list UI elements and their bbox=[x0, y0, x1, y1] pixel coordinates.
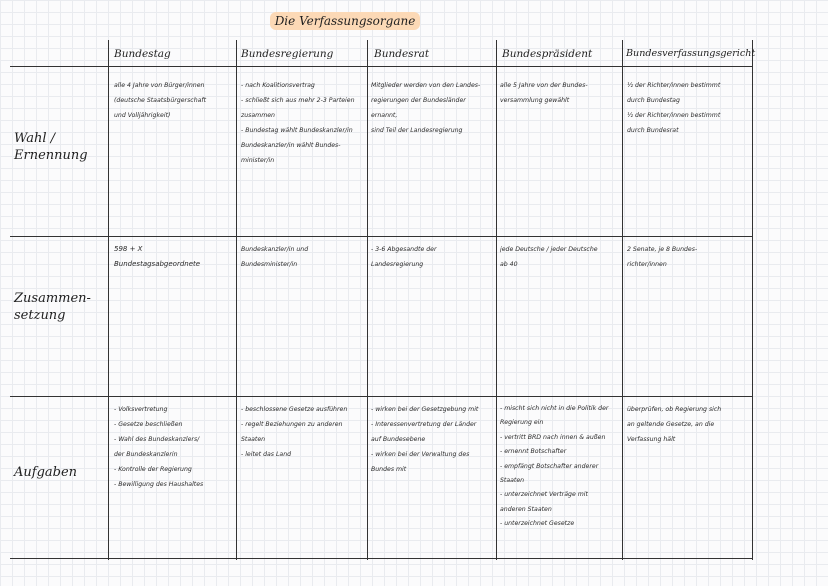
table-cell: überprüfen, ob Regierung sich an geltende Gesetze, an die Verfassung hält bbox=[627, 406, 722, 443]
table-cell: alle 4 Jahre von Bürger/innen (deutsche Staatsbürgerschaft und Volljährigkeit) bbox=[114, 82, 207, 119]
table-cell: Bundeskanzler/in und Bundesminister/in bbox=[241, 246, 309, 268]
grid-line bbox=[367, 40, 368, 560]
table-cell: - 3-6 Abgesandte der Landesregierung bbox=[371, 246, 437, 268]
grid-line bbox=[10, 558, 752, 559]
table-cell: - mischt sich nicht in die Politik der Regierung ein - vertritt BRD nach innen & außen - ernennt Botschafter - empfängt Botschafter anderer Staaten - unterzeichnet Verträge mit anderen Staaten - unterzeichnet Gesetze bbox=[500, 405, 609, 528]
row-header-wahl: Wahl / Ernennung bbox=[14, 131, 88, 163]
table-cell: jede Deutsche / jeder Deutsche ab 40 bbox=[500, 246, 598, 268]
grid-line bbox=[622, 40, 623, 560]
column-header-bundesregierung: Bundesregierung bbox=[241, 48, 334, 60]
row-header-zusammensetzung: Zusammen- setzung bbox=[14, 291, 91, 323]
grid-line bbox=[10, 396, 752, 397]
table-cell: - Volksvertretung - Gesetze beschließen - Wahl des Bundeskanzlers/ der Bundeskanzlerin - Kontrolle der Regierung - Bewilligung des Haushaltes bbox=[114, 406, 204, 488]
table-cell: - beschlossene Gesetze ausführen - regelt Beziehungen zu anderen Staaten - leitet das Land bbox=[241, 406, 348, 458]
grid-line bbox=[496, 40, 497, 560]
table-cell: 598 + X Bundestagsabgeordnete bbox=[114, 245, 201, 268]
grid-line bbox=[10, 236, 752, 237]
table-cell: alle 5 Jahre von der Bundes- versammlung gewählt bbox=[500, 82, 588, 104]
table-cell: Mitglieder werden von den Landes- regierungen der Bundesländer ernannt, sind Teil der Landesregierung bbox=[371, 82, 481, 134]
table-cell: 2 Senate, je 8 Bundes- richter/innen bbox=[627, 246, 698, 268]
column-header-bundesrat: Bundesrat bbox=[374, 48, 430, 60]
grid-line bbox=[108, 40, 109, 560]
column-header-bundespraesident: Bundespräsident bbox=[502, 48, 593, 60]
table-cell: - wirken bei der Gesetzgebung mit - Interessenvertretung der Länder auf Bundesebene - wirken bei der Verwaltung des Bundes mit bbox=[371, 406, 479, 473]
grid-line bbox=[10, 66, 752, 67]
column-header-bundestag: Bundestag bbox=[114, 48, 171, 60]
column-header-bundesverfassungsgericht: Bundesverfassungsgericht bbox=[626, 48, 756, 59]
page-title: Die Verfassungsorgane bbox=[270, 12, 420, 30]
grid-line bbox=[752, 40, 753, 560]
table-cell: - nach Koalitionsvertrag - schließt sich aus mehr 2-3 Parteien zusammen - Bundestag wählt Bundeskanzler/in Bundeskanzler/in wählt Bundes- minister/in bbox=[241, 82, 355, 164]
table-cell: ½ der Richter/innen bestimmt durch Bundestag ½ der Richter/innen bestimmt durch Bundesrat bbox=[627, 82, 721, 134]
grid-line bbox=[236, 40, 237, 560]
row-header-aufgaben: Aufgaben bbox=[14, 465, 78, 480]
